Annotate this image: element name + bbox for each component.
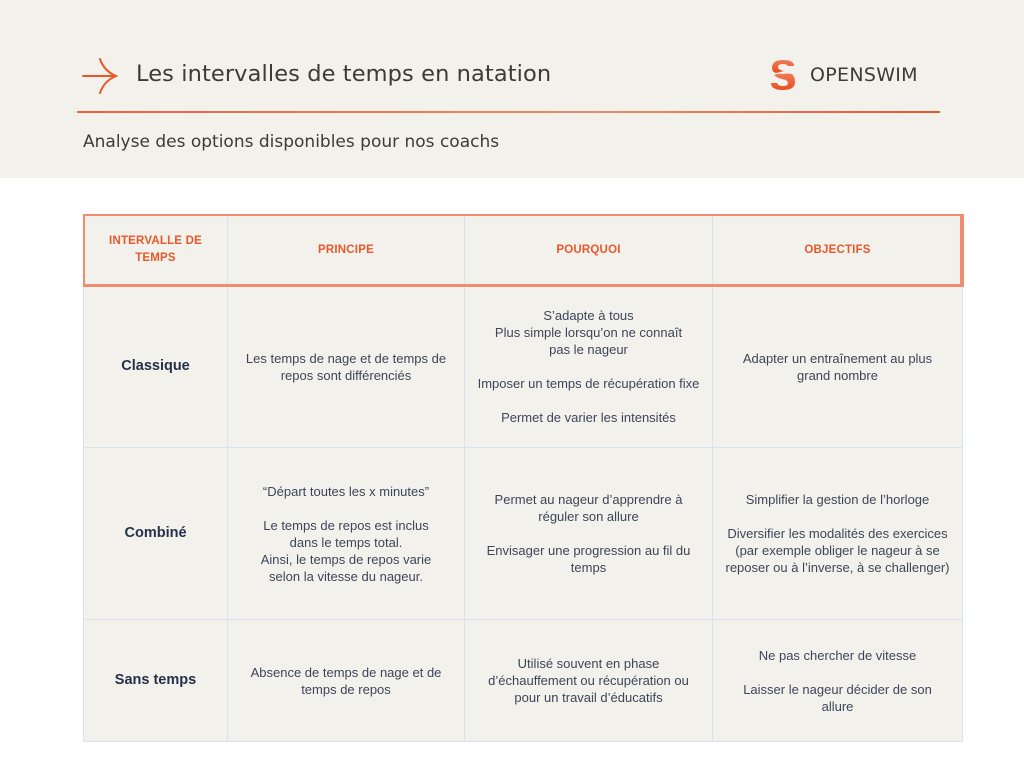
brand-logo xyxy=(768,58,918,92)
cell-text: Imposer un temps de récupération fixe xyxy=(477,376,700,391)
cell-text: Simplifier la gestion de l’horloge xyxy=(745,492,930,507)
cell-text: Absence de temps de nage et de temps de repos xyxy=(250,664,442,697)
column-header-pourquoi: POURQUOI xyxy=(465,215,713,286)
page-title: Les intervalles de temps en natation xyxy=(136,61,552,87)
cell-text: Adapter un entraînement au plus grand nombre xyxy=(742,350,933,383)
cell-text: S’adapte à tous xyxy=(543,308,634,323)
table-header-row xyxy=(84,215,963,286)
row-label-classique: Classique xyxy=(84,286,228,448)
row-label-sans-temps: Sans temps xyxy=(84,620,228,742)
openswim-logo-icon xyxy=(768,58,798,92)
cell-text: Les temps de nage et de temps de repos sont différenciés xyxy=(245,350,447,383)
cell-text: Permet de varier les intensités xyxy=(501,410,676,425)
cell-text: Utilisé souvent en phase d’échauffement ou récupération ou pour un travail d’éducatifs xyxy=(488,656,689,705)
cell-text: Le temps de repos est inclus dans le temps total. xyxy=(263,517,429,550)
page-subtitle: Analyse des options disponibles pour nos coachs xyxy=(83,132,500,152)
table-row xyxy=(84,286,963,448)
arrow-right-icon xyxy=(82,58,118,94)
title-divider xyxy=(77,111,940,113)
cell-text: Ne pas chercher de vitesse xyxy=(758,647,917,663)
cell-objectifs xyxy=(713,620,963,742)
cell-pourquoi xyxy=(465,448,713,620)
column-header-principe: PRINCIPE xyxy=(228,215,465,286)
cell-text: Ainsi, le temps de repos varie selon la vitesse du nageur. xyxy=(260,551,432,584)
cell-principe xyxy=(228,448,465,620)
cell-text: Laisser le nageur décider de son allure xyxy=(743,681,932,714)
brand-name: OPENSWIM xyxy=(810,64,918,86)
cell-pourquoi xyxy=(465,286,713,448)
table-row xyxy=(84,620,963,742)
cell-text: “Départ toutes les x minutes” xyxy=(262,483,430,499)
cell-text: Permet au nageur d’apprendre à réguler son allure xyxy=(494,492,683,524)
cell-principe xyxy=(228,286,465,448)
cell-pourquoi xyxy=(465,620,713,742)
cell-objectifs xyxy=(713,286,963,448)
table-row xyxy=(84,448,963,620)
column-header-objectifs: OBJECTIFS xyxy=(713,215,963,286)
cell-objectifs xyxy=(713,448,963,620)
column-header-intervalle: INTERVALLE DE TEMPS xyxy=(84,215,228,286)
row-label-combine: Combiné xyxy=(84,448,228,620)
cell-text: Plus simple lorsqu’on ne connaît pas le nageur xyxy=(494,325,683,357)
cell-text: Envisager une progression au fil du temps xyxy=(486,543,691,575)
cell-text: Diversifier les modalités des exercices (par exemple obliger le nageur à se reposer ou à l’inverse, à se challenger) xyxy=(725,526,950,575)
intervals-table xyxy=(83,214,963,742)
cell-principe xyxy=(228,620,465,742)
